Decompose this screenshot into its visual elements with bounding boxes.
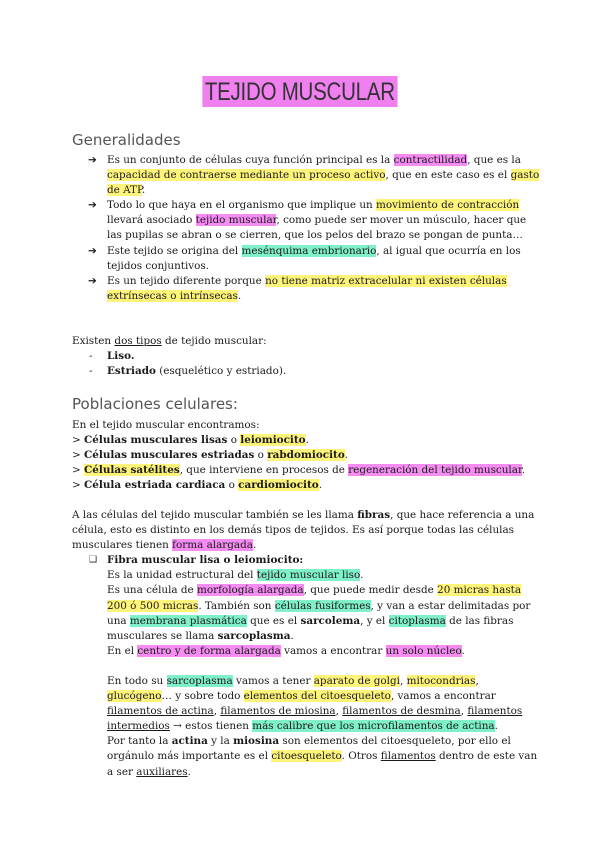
arrow-bullet-icon: ➔ <box>88 154 97 166</box>
dash-item: - Estriado (esquelético y estriado). <box>72 364 542 379</box>
subsection-heading: ❑ Fibra muscular lisa o leiomiocito: <box>72 553 542 568</box>
bullet-item: ➔ Este tejido se origina del mesénquima embrionario, al igual que ocurría en los tejidos conjuntivos. <box>88 244 521 272</box>
paragraph: Es la unidad estructural del tejido muscular liso. <box>107 569 364 582</box>
dash-item: - Liso. <box>72 349 542 364</box>
paragraph: A las células del tejido muscular también se les llama fibras, que hace referencia a una célula, esto es distinto en los demás tipos de tejidos. Es así porque todas las células musculares tienen forma alargada. <box>72 509 535 552</box>
section-heading-poblaciones: Poblaciones celulares: <box>72 395 238 413</box>
tipos-block: Existen dos tipos de tejido muscular: - Liso. - Estriado (esquelético y estriado). <box>72 334 542 379</box>
paragraph: En todo su sarcoplasma vamos a tener aparato de golgi, mitocondrias, glucógeno… y sobre todo elementos del citoesqueleto, vamos a encontrar filamentos de actina, filamentos de miosina, filamentos de desmina, filamentos intermedios → estos tienen más calibre que los microfilamentos de actina. <box>107 674 523 733</box>
bullet-item: ➔ Es un conjunto de células cuya función principal es la contractilidad, que es la capacidad de contraerse mediante un proceso activo, que en este caso es el gasto de ATP. <box>88 154 540 197</box>
paragraph: Es una célula de morfología alargada, que puede medir desde 20 micras hasta 200 ó 500 micras. También son células fusiformes, y van a estar delimitadas por una membrana plasmática que es el sarcolema, y el citoplasma de las fibras musculares se llama sarcoplasma. <box>107 584 531 642</box>
arrow-bullet-icon: ➔ <box>88 244 97 257</box>
paragraph: En el centro y de forma alargada vamos a encontrar un solo núcleo. <box>107 644 465 657</box>
dash-bullet: - <box>89 365 93 378</box>
list-item: > Célula estriada cardiaca o cardiomiocito. <box>72 479 323 492</box>
list-item: > Células satélites, que interviene en procesos de regeneración del tejido muscular. <box>72 464 526 477</box>
section-generalidades <box>72 153 542 304</box>
checkbox-bullet-icon: ❑ <box>89 555 98 566</box>
dash-bullet: - <box>89 350 93 363</box>
paragraph: Por tanto la actina y la miosina son elementos del citoesqueleto, por ello el orgánulo más importante es el citoesqueleto. Otros filamentos dentro de este van a ser auxiliares. <box>107 735 538 778</box>
bullet-item: ➔ Todo lo que haya en el organismo que implique un movimiento de contracción llevará asociado tejido muscular, como puede ser mover un músculo, hacer que las pupilas se abran o se cierren, que los pelos del brazo se pongan de punta… <box>88 199 527 242</box>
fibras-block <box>72 508 542 780</box>
section-poblaciones: En el tejido muscular encontramos: > Células musculares lisas o leiomiocito. > Células musculares estriadas o rabdomiocito. > Células satélites, que interviene en procesos de regeneración del tejido muscular. > Célula estriada cardiaca o cardiomiocito. <box>72 418 542 493</box>
section-heading-generalidades: Generalidades <box>72 131 181 149</box>
bullet-item: ➔ Es un tejido diferente porque no tiene matriz extracelular ni existen células extrínsecas o intrínsecas. <box>88 274 507 302</box>
arrow-bullet-icon: ➔ <box>88 274 97 287</box>
arrow-bullet-icon: ➔ <box>88 199 97 212</box>
page-title: TEJIDO MUSCULAR <box>203 76 398 107</box>
list-item: > Células musculares lisas o leiomiocito. <box>72 434 309 447</box>
list-item: > Células musculares estriadas o rabdomiocito. <box>72 449 349 462</box>
